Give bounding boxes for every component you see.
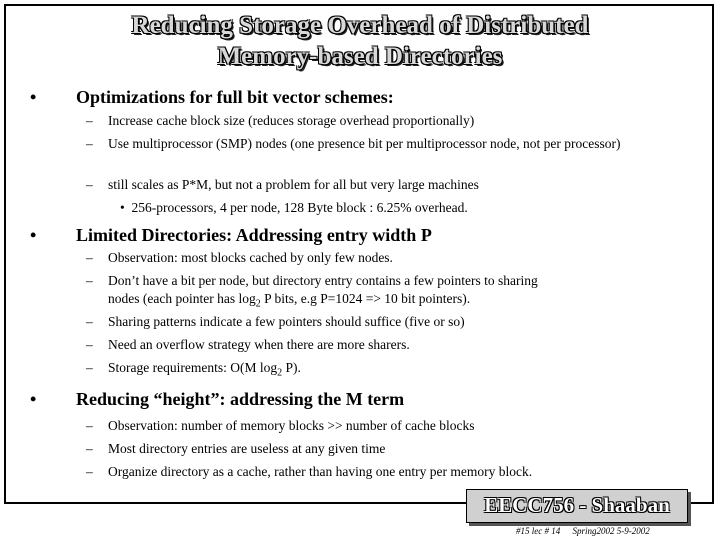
dash-icon: – <box>86 464 93 479</box>
sub-item-text: Organize directory as a cache, rather than having one entry per memory block. <box>108 464 533 479</box>
dash-icon: – <box>86 113 93 128</box>
dash-icon: – <box>86 273 93 288</box>
sub-item-text: still scales as P*M, but not a problem for all but very large machines <box>108 177 479 192</box>
sub-item-text: Sharing patterns indicate a few pointers should suffice (five or so) <box>108 314 465 329</box>
sub-item-text: Need an overflow strategy when there are more sharers. <box>108 337 410 352</box>
dash-icon: – <box>86 337 93 352</box>
course-badge <box>466 489 688 523</box>
dash-icon: – <box>86 136 93 151</box>
course-badge-label: EECC756 - Shaaban <box>484 493 670 517</box>
dash-icon: – <box>86 314 93 329</box>
bullet-icon: • <box>30 225 37 245</box>
title-line-2: Memory-based Directories <box>217 43 503 70</box>
footer-slide-number: #15 lec # 14 <box>516 526 561 536</box>
bullet-text: Reducing “height”: addressing the M term <box>76 389 405 409</box>
sub-item-text: Observation: number of memory blocks >> number of cache blocks <box>108 418 475 433</box>
sub-sub-item-text: 256-processors, 4 per node, 128 Byte block : 6.25% overhead. <box>131 200 468 215</box>
sub-item-text: Observation: most blocks cached by only few nodes. <box>108 250 393 265</box>
sub-sub-item <box>120 199 468 217</box>
sub-item-text: Most directory entries are useless at any given time <box>108 441 386 456</box>
slide-title <box>0 10 720 72</box>
bullet-icon: • <box>120 200 125 215</box>
sub-item-text: Use multiprocessor (SMP) nodes (one presence bit per multiprocessor node, not per processor) <box>108 136 621 151</box>
dash-icon: – <box>86 250 93 265</box>
dash-icon: – <box>86 418 93 433</box>
title-line-1: Reducing Storage Overhead of Distributed <box>131 12 589 39</box>
slide-footer <box>516 526 660 536</box>
sub-item-text: Don’t have a bit per node, but directory entry contains a few pointers to sharing nodes (each pointer has $\log_2 P$ bits, e.g P=1024 => 10 bit pointers). <box>108 273 538 310</box>
bullet-icon: • <box>30 87 37 107</box>
bullet-icon: • <box>30 389 37 409</box>
sub-item-text: Increase cache block size (reduces storage overhead proportionally) <box>108 113 475 128</box>
sub-item-text: Storage requirements: O(M $\log_2 P$). <box>108 360 301 379</box>
bullet-text: Optimizations for full bit vector schemes: <box>76 87 394 107</box>
footer-term-date: Spring2002 5-9-2002 <box>572 526 650 536</box>
dash-icon: – <box>86 177 93 192</box>
dash-icon: – <box>86 360 93 375</box>
bullet-text: Limited Directories: Addressing entry width P <box>76 225 432 245</box>
dash-icon: – <box>86 441 93 456</box>
